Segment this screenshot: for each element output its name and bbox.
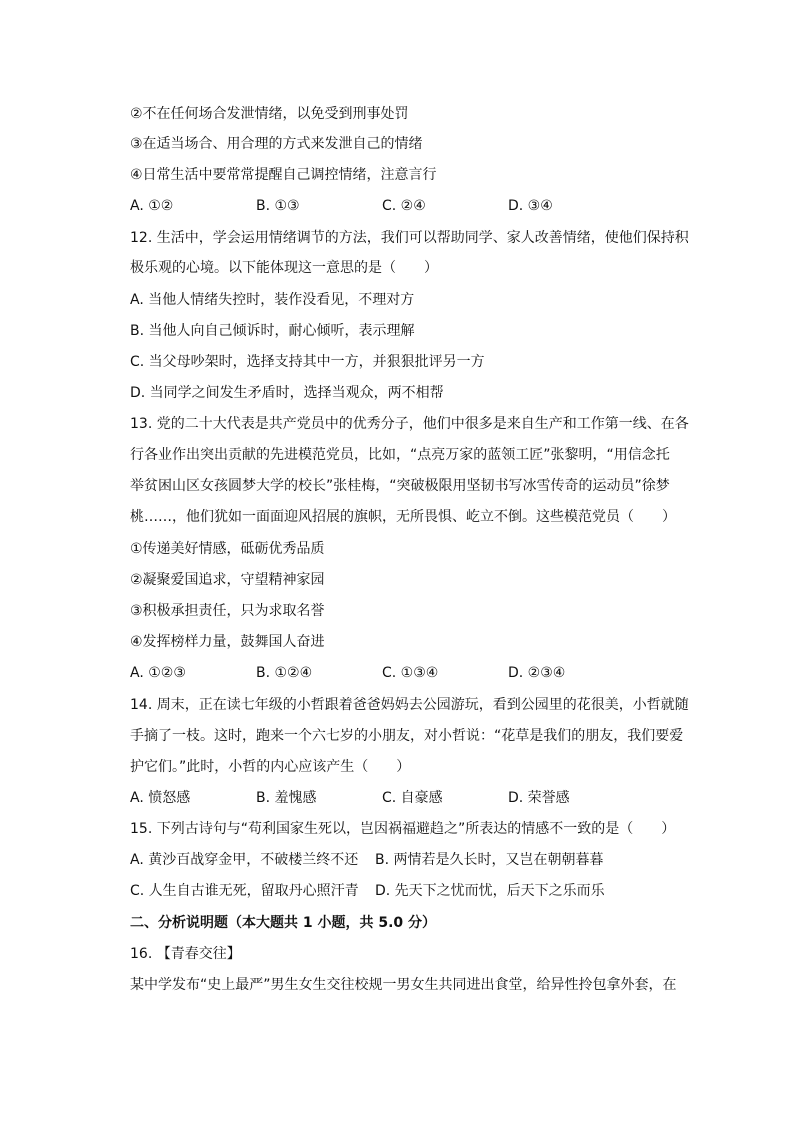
q11-option-d: D. ③④: [508, 198, 553, 214]
q13-item-3: ③积极承担责任，只为求取名誉: [130, 603, 325, 619]
q13-item-1: ①传递美好情感，砥砺优秀品质: [130, 541, 325, 557]
q13-option-d: D. ②③④: [508, 665, 566, 681]
q12-stem-line-1: 12. 生活中，学会运用情绪调节的方法，我们可以帮助同学、家人改善情绪，使他们保持积: [130, 230, 689, 246]
q14-option-c: C. 自豪感: [382, 790, 443, 806]
q14-option-a: A. 愤怒感: [130, 790, 191, 806]
q11-option-c: C. ②④: [382, 198, 426, 214]
q11-item-3: ③在适当场合、用合理的方式来发泄自己的情绪: [130, 136, 423, 152]
q15-option-d: D. 先天下之忧而忧，后天下之乐而乐: [375, 883, 605, 899]
q15-stem-line-1: 15. 下列古诗句与“苟利国家生死以，岂因祸福避趋之”所表达的情感不一致的是（ ）: [130, 821, 676, 837]
q11-item-4: ④日常生活中要常常提醒自己调控情绪，注意言行: [130, 167, 437, 183]
q11-option-a: A. ①②: [130, 198, 174, 214]
q11-option-b: B. ①③: [256, 198, 300, 214]
q16-title: 16. 【青春交往】: [130, 946, 241, 962]
q13-item-4: ④发挥榜样力量，鼓舞国人奋进: [130, 634, 325, 650]
q12-option-d: D. 当同学之间发生矛盾时，选择当观众，两不相帮: [130, 385, 444, 401]
section-2-heading: 二、分析说明题（本大题共 1 小题，共 5.0 分）: [130, 915, 437, 931]
q15-option-c: C. 人生自古谁无死，留取丹心照汗青: [130, 883, 359, 899]
q14-stem-line-1: 14. 周末，正在读七年级的小哲跟着爸爸妈妈去公园游玩，看到公园里的花很美，小哲就随: [130, 697, 689, 713]
q12-option-c: C. 当父母吵架时，选择支持其中一方，并狠狠批评另一方: [130, 354, 485, 370]
q13-option-b: B. ①②④: [256, 665, 313, 681]
q14-stem-line-2: 手摘了一枝。这时，跑来一个六七岁的小朋友，对小哲说：“花草是我们的朋友，我们要爱: [130, 728, 684, 744]
q11-item-2: ②不在任何场合发泄情绪，以免受到刑事处罚: [130, 106, 409, 122]
q15-option-b: B. 两情若是久长时，又岂在朝朝暮暮: [375, 852, 604, 868]
q13-stem-line-3: 举贫困山区女孩圆梦大学的校长”张桂梅，“突破极限用坚韧书写冰雪传奇的运动员”徐梦: [130, 478, 670, 494]
q15-option-a: A. 黄沙百战穿金甲，不破楼兰终不还: [130, 852, 359, 868]
q13-stem-line-1: 13. 党的二十大代表是共产党员中的优秀分子，他们中很多是来自生产和工作第一线、在各: [130, 416, 689, 432]
q13-stem-line-4: 桃……，他们犹如一面面迎风招展的旗帜，无所畏惧、屹立不倒。这些模范党员（ ）: [130, 509, 676, 525]
q13-option-c: C. ①③④: [382, 665, 439, 681]
q12-option-a: A. 当他人情绪失控时，装作没看见，不理对方: [130, 292, 415, 308]
q14-option-b: B. 羞愧感: [256, 790, 317, 806]
q13-stem-line-2: 行各业作出突出贡献的先进模范党员，比如，“点亮万家的蓝领工匠”张黎明，“用信念托: [130, 447, 670, 463]
q13-item-2: ②凝聚爱国追求，守望精神家园: [130, 572, 325, 588]
q12-stem-line-2: 极乐观的心境。以下能体现这一意思的是（ ）: [130, 260, 438, 276]
q12-option-b: B. 当他人向自己倾诉时，耐心倾听，表示理解: [130, 323, 415, 339]
q16-text-line-1: 某中学发布“史上最严”男生女生交往校规一男女生共同进出食堂，给异性拎包拿外套，在: [130, 977, 677, 993]
q13-option-a: A. ①②③: [130, 665, 186, 681]
q14-option-d: D. 荣誉感: [508, 790, 570, 806]
q14-stem-line-3: 护它们。”此时，小哲的内心应该产生（ ）: [130, 759, 411, 775]
